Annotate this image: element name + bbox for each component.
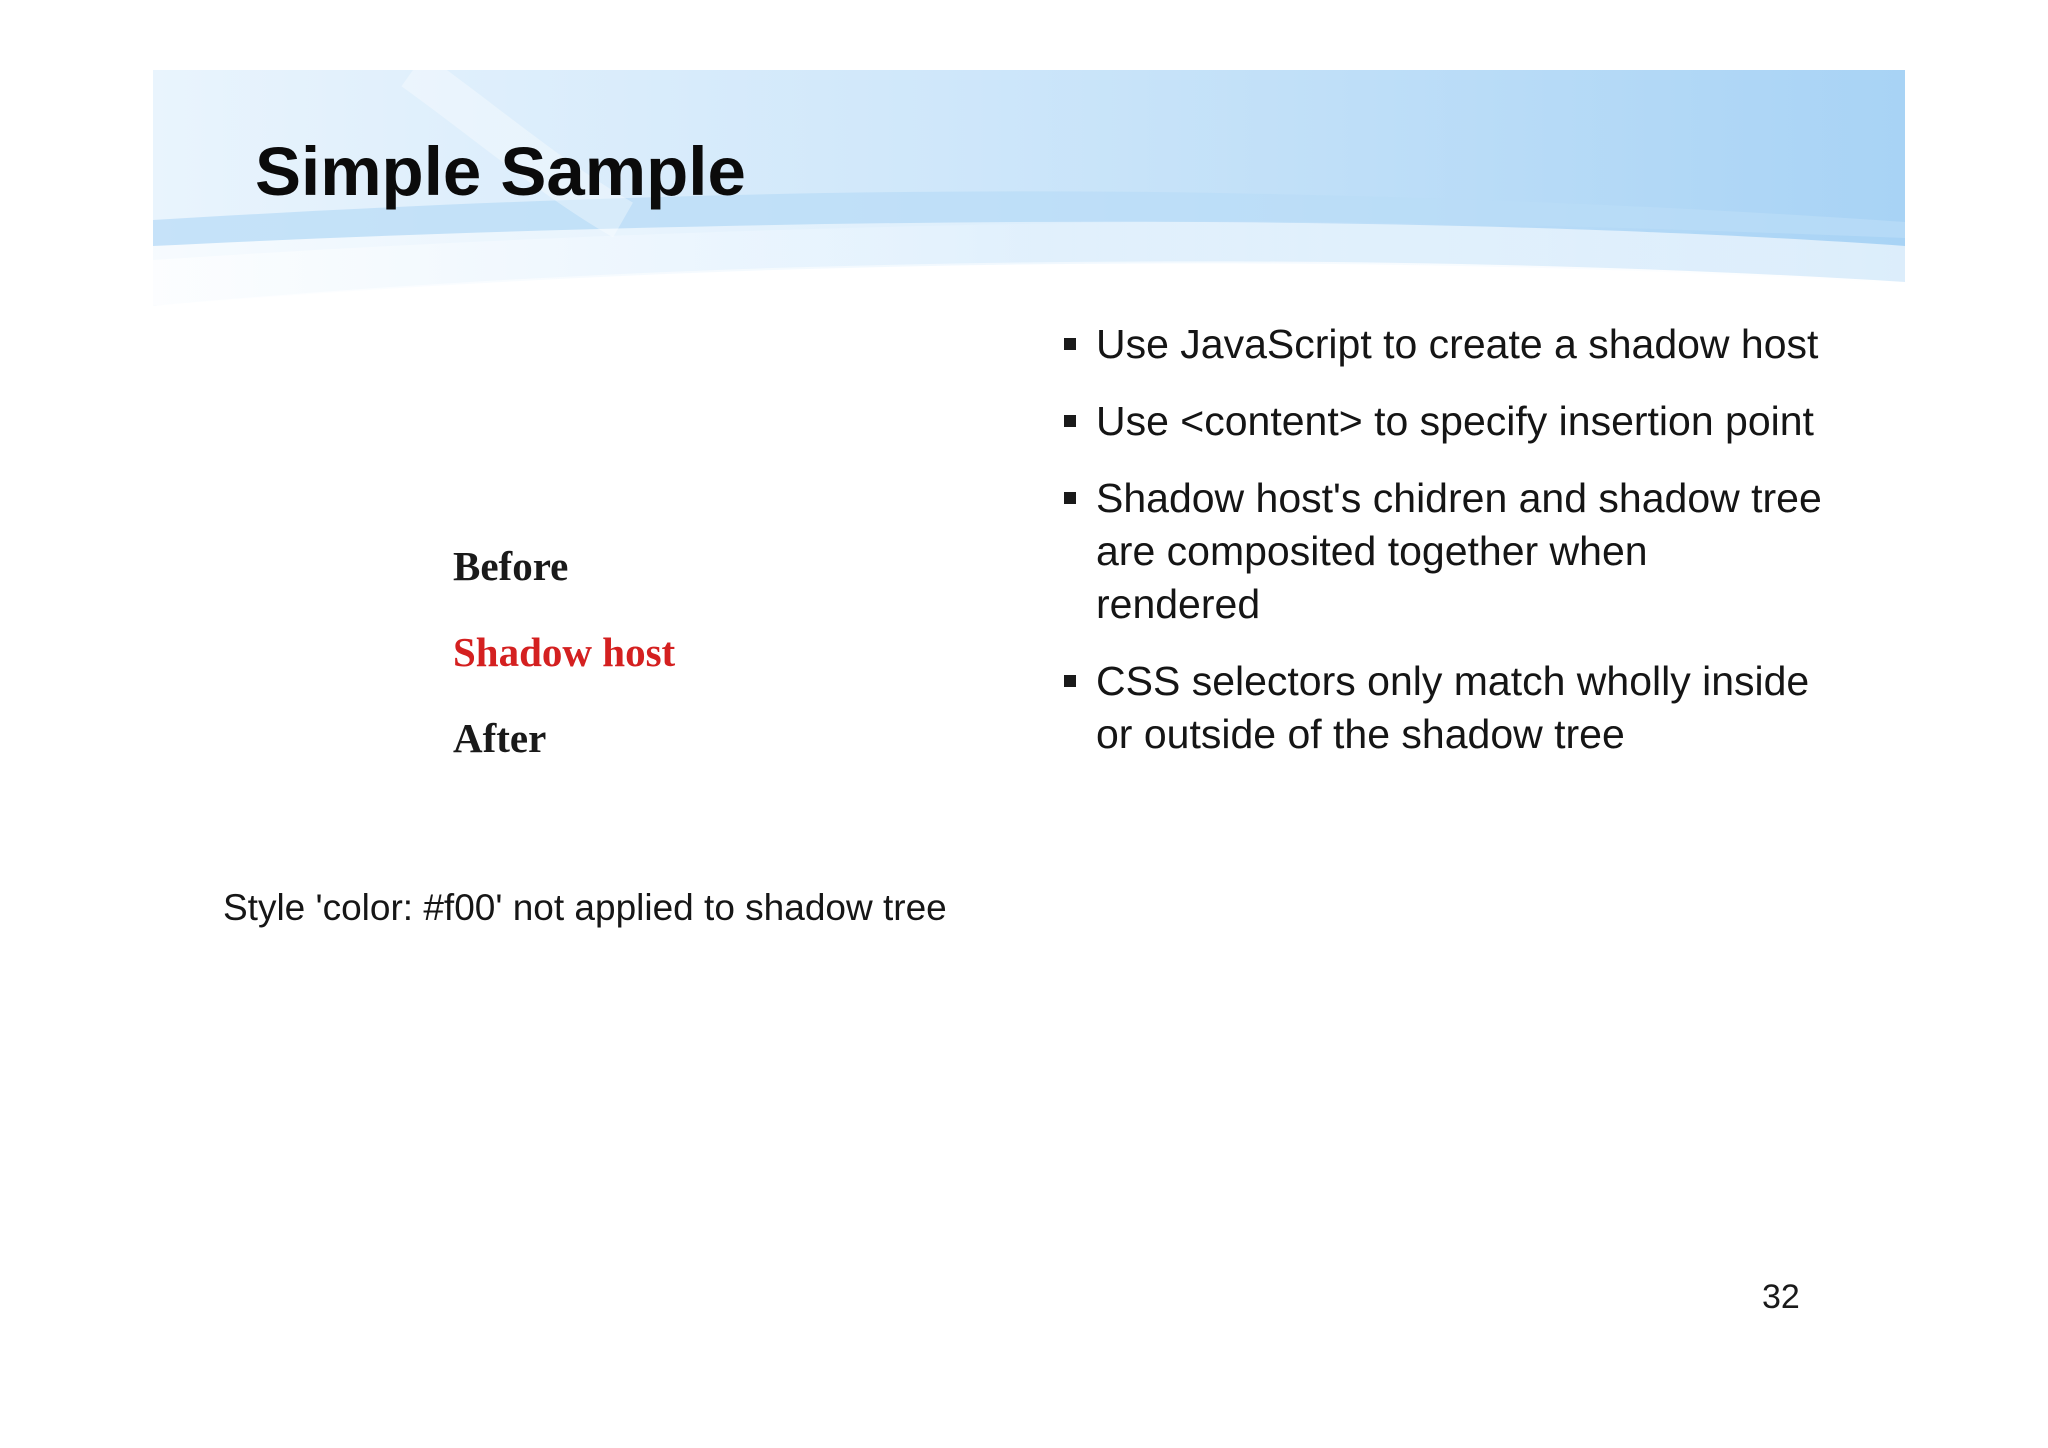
bullet-text: Use <content> to specify insertion point <box>1096 398 1814 444</box>
square-bullet-icon <box>1064 675 1076 687</box>
square-bullet-icon <box>1064 492 1076 504</box>
demo-caption: Style 'color: #f00' not applied to shadow tree <box>223 887 947 928</box>
bullet-item <box>1062 472 1822 631</box>
bullet-item <box>1062 318 1822 371</box>
bullet-item <box>1062 655 1822 761</box>
bullet-text: Shadow host's chidren and shadow tree are composited together when rendered <box>1096 475 1822 627</box>
bullet-item <box>1062 395 1822 448</box>
demo-before-text: Before <box>453 543 569 589</box>
page-number: 32 <box>1762 1278 1800 1316</box>
bullet-text: CSS selectors only match wholly inside or outside of the shadow tree <box>1096 658 1810 757</box>
slide-title: Simple Sample <box>255 133 746 210</box>
square-bullet-icon <box>1064 338 1076 350</box>
bullet-list <box>1062 318 1822 785</box>
bullet-text: Use JavaScript to create a shadow host <box>1096 321 1819 367</box>
demo-after-text: After <box>453 715 547 761</box>
rendered-demo-panel <box>453 532 1013 772</box>
square-bullet-icon <box>1064 415 1076 427</box>
demo-shadow-host-text: Shadow host <box>453 629 676 675</box>
